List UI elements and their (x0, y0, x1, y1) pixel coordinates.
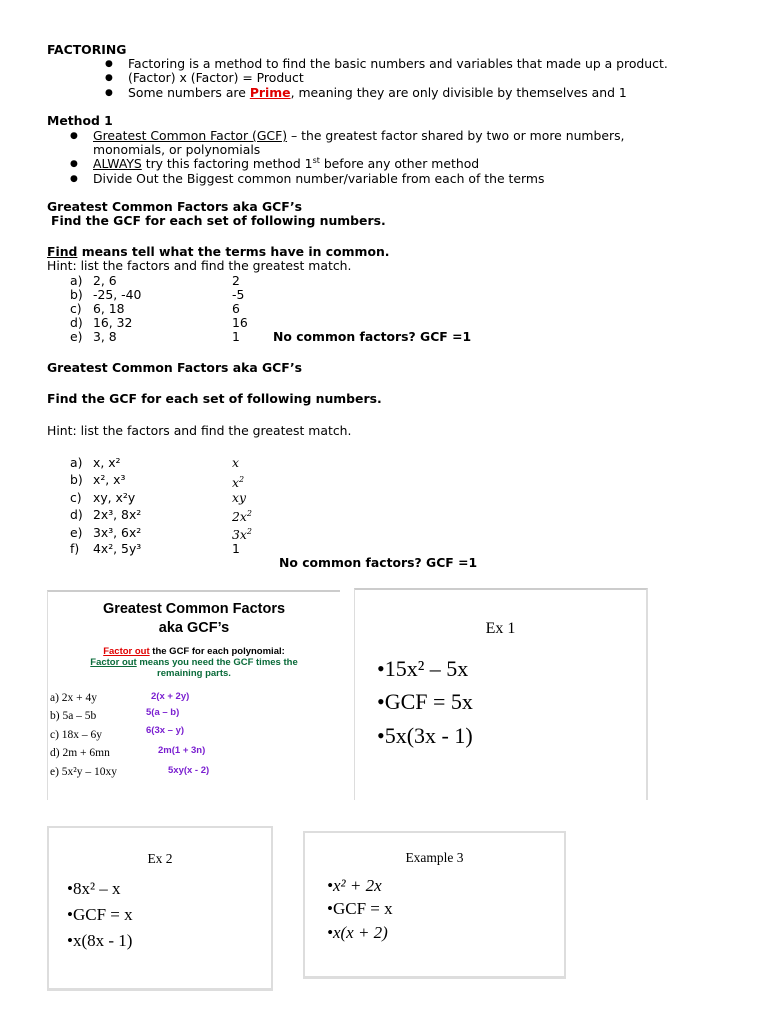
gcf1-note: No common factors? GCF =1 (273, 329, 472, 344)
factoring-bullet-2: (Factor) x (Factor) = Product (128, 70, 304, 85)
slide-example-2 (47, 826, 273, 991)
list-item-label: d) (70, 507, 83, 522)
list-item-label: c) (70, 490, 82, 505)
answer-base: 2x (232, 509, 247, 524)
example-line: •GCF = x (327, 899, 393, 918)
instruction-2-rest: means you need the GCF times the (136, 657, 298, 668)
factor-out-red: Factor out (103, 646, 150, 657)
gcf1-title: Greatest Common Factors aka GCF’s (47, 199, 303, 214)
list-item-question: 3x³, 6x² (93, 525, 142, 540)
find-word: Find (47, 244, 78, 259)
poly-question: a) 2x + 4y (50, 692, 98, 704)
gcf1-hint: Hint: list the factors and find the greatest match. (47, 258, 352, 273)
list-item-question: -25, -40 (93, 287, 142, 302)
slide-instruction-2 (48, 657, 340, 668)
list-item-question: 2x³, 8x² (93, 507, 142, 522)
example-line: •15x² – 5x (377, 656, 469, 681)
instruction-1-rest: the GCF for each polynomial: (149, 646, 285, 657)
prime-word: Prime (249, 85, 291, 100)
method1-heading: Method 1 (47, 113, 113, 128)
poly-question: c) 18x – 6y (50, 729, 103, 741)
bullet-3-text-start: Some numbers are (128, 85, 250, 100)
bullet-icon: ● (105, 88, 113, 98)
gcf1-subtitle: Find the GCF for each set of following numbers. (51, 213, 386, 228)
bullet-icon: ● (105, 59, 113, 69)
method1-bullet-2 (93, 157, 479, 171)
poly-answer: 5xy(x - 2) (168, 765, 210, 776)
slide-example-1 (354, 588, 648, 800)
list-item-answer (232, 528, 252, 542)
list-item-question: 6, 18 (93, 301, 125, 316)
list-item-label: f) (70, 541, 80, 556)
gcf2-title: Greatest Common Factors aka GCF’s (47, 360, 303, 375)
poly-question: e) 5x²y – 10xy (50, 766, 118, 778)
poly-answer: 6(3x – y) (146, 725, 185, 736)
slide-instruction-3: remaining parts. (157, 668, 231, 679)
method1-bullet-1-cont: monomials, or polynomials (93, 142, 261, 157)
method1-bullet-1 (93, 129, 720, 143)
exponent: 2 (246, 526, 252, 536)
exponent: 2 (246, 508, 252, 518)
factoring-bullet-1: Factoring is a method to find the basic numbers and variables that made up a product. (128, 56, 668, 71)
list-item-answer: xy (232, 490, 246, 505)
list-item-label: e) (70, 525, 83, 540)
list-item-question: 4x², 5y³ (93, 541, 142, 556)
example-line: •8x² – x (67, 879, 121, 898)
bullet-3-text-end: , meaning they are only divisible by themselves and 1 (290, 85, 627, 100)
list-item-label: b) (70, 287, 83, 302)
list-item-label: c) (70, 301, 82, 316)
list-item-answer: 16 (232, 315, 248, 330)
slide-title: Example 3 (405, 850, 464, 865)
list-item-question: x², x³ (93, 472, 126, 487)
always-word: ALWAYS (93, 156, 142, 171)
example-line: •GCF = x (67, 905, 133, 924)
list-item-answer: x (232, 455, 239, 470)
gcf2-subtitle: Find the GCF for each set of following numbers. (47, 391, 382, 406)
list-item-answer (232, 510, 252, 524)
factoring-heading: FACTORING (47, 42, 127, 57)
slide-title: Ex 2 (147, 851, 173, 866)
method1-bullet-3: Divide Out the Biggest common number/variable from each of the terms (93, 171, 545, 186)
gcf-definition: – the greatest factor shared by two or more numbers, (287, 128, 625, 143)
example-line: •5x(3x - 1) (377, 723, 473, 748)
bullet-2-text: try this factoring method 1 (141, 156, 313, 171)
bullet-2-text-end: before any other method (319, 156, 480, 171)
bullet-icon: ● (70, 174, 78, 184)
poly-question: d) 2m + 6mn (50, 747, 110, 759)
answer-base: x (232, 475, 239, 490)
slide-gcf-polynomials (47, 590, 340, 800)
list-item-answer: 6 (232, 301, 240, 316)
list-item-answer: -5 (232, 287, 245, 302)
example-line: •x(x + 2) (327, 923, 388, 942)
slide-title-line-1: Greatest Common Factors (102, 601, 286, 617)
list-item-label: d) (70, 315, 83, 330)
list-item-answer: 1 (232, 329, 240, 344)
answer-base: 3x (232, 527, 247, 542)
gcf2-hint: Hint: list the factors and find the greatest match. (47, 423, 352, 438)
st-superscript: st (312, 155, 320, 165)
bullet-icon: ● (70, 131, 78, 141)
poly-answer: 2m(1 + 3n) (158, 745, 206, 756)
list-item-answer: 1 (232, 541, 240, 556)
gcf-term: Greatest Common Factor (GCF) (93, 128, 288, 143)
poly-answer: 5(a – b) (146, 707, 180, 718)
list-item-answer: 2 (232, 273, 240, 288)
find-rest: means tell what the terms have in common. (77, 244, 390, 259)
example-line: •GCF = 5x (377, 689, 473, 714)
gcf2-note: No common factors? GCF =1 (279, 555, 478, 570)
list-item-question: xy, x²y (93, 490, 136, 505)
list-item-question: x, x² (93, 455, 121, 470)
find-definition (47, 245, 389, 259)
example-line: •x(8x - 1) (67, 931, 133, 950)
factoring-bullet-3 (128, 86, 627, 100)
list-item-label: e) (70, 329, 83, 344)
exponent: 2 (239, 474, 245, 484)
bullet-icon: ● (105, 73, 113, 83)
slide-title: Ex 1 (485, 620, 516, 637)
bullet-icon: ● (70, 159, 78, 169)
list-item-question: 16, 32 (93, 315, 133, 330)
slide-title-line-2: aka GCF’s (158, 620, 230, 636)
example-line: •x² + 2x (327, 876, 382, 895)
list-item-label: a) (70, 455, 83, 470)
poly-answer: 2(x + 2y) (151, 691, 190, 702)
list-item-label: b) (70, 472, 83, 487)
list-item-answer (232, 476, 244, 490)
poly-question: b) 5a – 5b (50, 710, 97, 722)
list-item-question: 3, 8 (93, 329, 117, 344)
slide-example-3 (303, 831, 566, 979)
factor-out-green: Factor out (90, 657, 137, 668)
list-item-label: a) (70, 273, 83, 288)
slide-instruction-1 (48, 646, 340, 657)
list-item-question: 2, 6 (93, 273, 117, 288)
